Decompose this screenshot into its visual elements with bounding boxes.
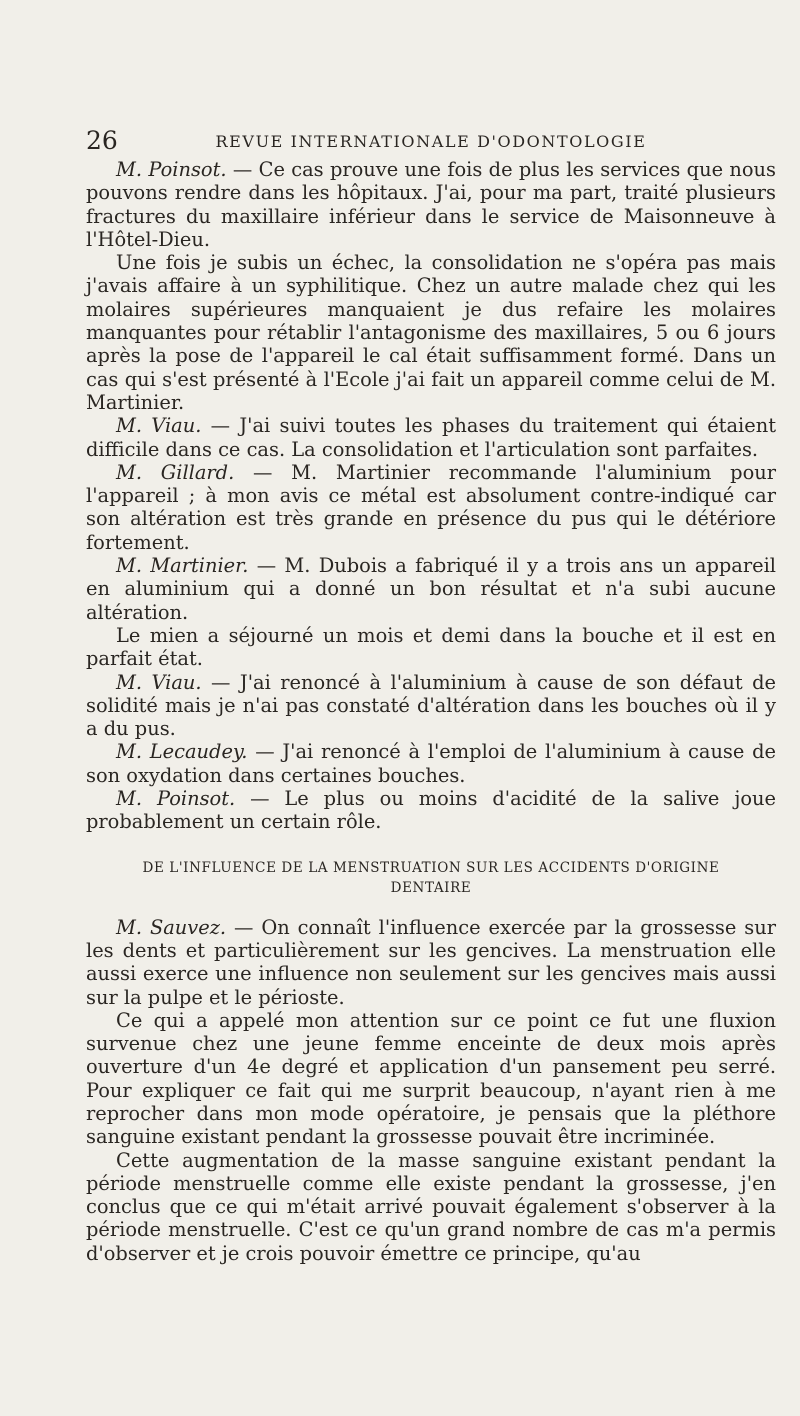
paragraph-text: Cette augmentation de la masse sanguine existant pendant la période menstruelle comme elle existe pendant la grossesse, j'en conclus que ce qui m'était arrivé pouvait également s'observer à la période menstruelle. C'est ce qu'un grand nombre de cas m'a permis d'observer et je crois pouvoir émettre ce principe, qu'au [86,1148,776,1265]
discussion-before [86,158,776,834]
paragraph-text: — On connaît l'influence exercée par la grossesse sur les dents et particulièrement sur les gencives. La menstruation elle aussi exerce une influence non seulement sur les gencives mais aussi sur la pulpe et le périoste. [86,915,776,1009]
speaker-name: M. Sauvez. [116,915,227,939]
paragraph-text: Ce qui a appelé mon attention sur ce point ce fut une fluxion survenue chez une jeune femme enceinte de deux mois après ouverture d'un 4e degré et application d'un pansement peu serré. Pour expliquer ce fait qui me surprit beaucoup, n'ayant rien à me reprocher dans mon mode opératoire, je pensais que la pléthore sanguine existant pendant la grossesse pouvait être incriminée. [86,1008,776,1149]
paragraph [86,414,776,461]
paragraph [86,916,776,1009]
speaker-name: M. Poinsot. [116,787,236,811]
paragraph-text: — Le plus ou moins d'acidité de la salive joue probablement un certain rôle. [86,787,776,834]
paragraph-text: Le mien a séjourné un mois et demi dans la bouche et il est en parfait état. [86,623,776,671]
discussion-after [86,916,776,1265]
paragraph-text: — Ce cas prouve une fois de plus les services que nous pouvons rendre dans les hôpitaux. J'ai, pour ma part, traité plusieurs fractures du maxillaire inférieur dans le service de Maisonneuve à l'Hôtel-Dieu. [86,158,776,251]
paragraph-text: — J'ai renoncé à l'emploi de l'aluminium à cause de son oxydation dans certaines bouches. [86,740,776,787]
paragraph [86,251,776,414]
paragraph [86,461,776,554]
page-number: 26 [86,126,118,155]
paragraph [86,1149,776,1265]
speaker-name: M. Lecaudey. [116,740,248,764]
section-title-line-2: DENTAIRE [390,879,472,896]
running-title: REVUE INTERNATIONALE D'ODONTOLOGIE [215,132,647,151]
body-text [86,158,776,1265]
paragraph [86,740,776,787]
section-title [86,858,776,898]
page-header [86,126,776,154]
paragraph-text: — J'ai renoncé à l'aluminium à cause de son défaut de solidité mais je n'ai pas constaté d'altération dans les bouches où il y a du pus. [86,670,776,741]
speaker-name: M. Poinsot. [116,158,227,181]
speaker-name: M. Gillard. [116,460,235,484]
paragraph [86,624,776,671]
paragraph-text: — M. Dubois a fabriqué il y a trois ans un appareil en aluminium qui a donné un bon résultat et n'a subi aucune altération. [86,554,776,624]
paragraph-text: — J'ai suivi toutes les phases du traitement qui étaient difficile dans ce cas. La consolidation et l'articulation sont parfaites. [86,414,776,461]
speaker-name: M. Viau. [116,670,202,694]
paragraph [86,554,776,624]
paragraph [86,671,776,741]
paragraph [86,158,776,251]
section-title-line-1: DE L'INFLUENCE DE LA MENSTRUATION SUR LES ACCIDENTS D'ORIGINE [142,859,720,876]
paragraph [86,1009,776,1149]
paragraph [86,787,776,834]
speaker-name: M. Martinier. [116,554,249,578]
paragraph-text: Une fois je subis un échec, la consolidation ne s'opéra pas mais j'avais affaire à un syphilitique. Chez un autre malade chez qui les molaires supérieures manquaient je dus refaire les molaires manquantes pour rétablir l'antagonisme des maxillaires, 5 ou 6 jours après la pose de l'appareil le cal était suffisamment formé. Dans un cas qui s'est présenté à l'Ecole j'ai fait un appareil comme celui de M. Martinier. [86,251,776,414]
paragraph-text: — M. Martinier recommande l'aluminium pour l'appareil ; à mon avis ce métal est absolument contre-indiqué car son altération est très grande en présence du pus qui le détériore fortement. [86,460,776,554]
speaker-name: M. Viau. [116,414,202,438]
